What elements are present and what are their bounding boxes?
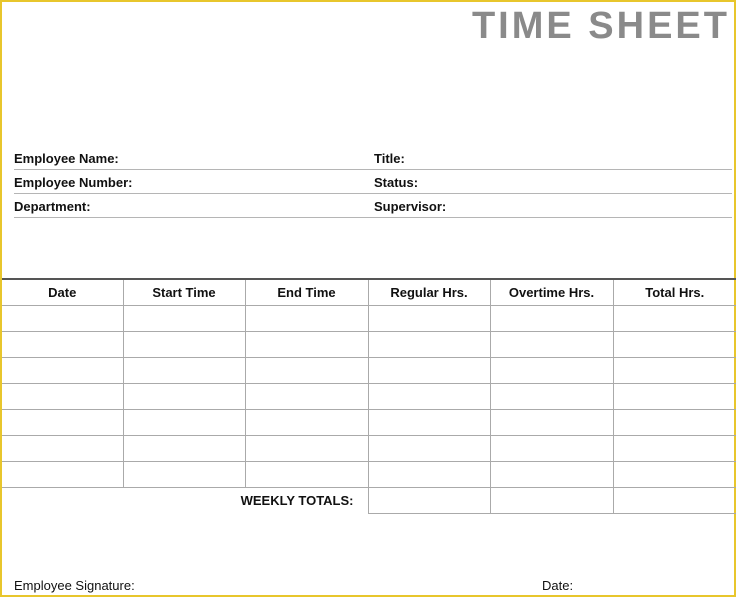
total-hrs-cell[interactable] bbox=[613, 332, 736, 358]
end-time-cell[interactable] bbox=[245, 436, 368, 462]
total-hrs-cell[interactable] bbox=[613, 436, 736, 462]
total-overtime-hrs-cell[interactable] bbox=[490, 488, 613, 514]
header-row bbox=[2, 280, 736, 306]
start-time-cell[interactable] bbox=[123, 462, 245, 488]
start-time-cell[interactable] bbox=[123, 332, 245, 358]
regular-hrs-cell[interactable] bbox=[368, 436, 490, 462]
status-label: Status: bbox=[374, 175, 419, 190]
end-time-cell[interactable] bbox=[245, 410, 368, 436]
overtime-hrs-cell[interactable] bbox=[490, 358, 613, 384]
table-row bbox=[2, 332, 736, 358]
overtime-hrs-cell[interactable] bbox=[490, 462, 613, 488]
end-time-cell[interactable] bbox=[245, 332, 368, 358]
column-header-end-time: End Time bbox=[245, 280, 368, 306]
weekly-totals-row bbox=[2, 488, 736, 514]
table-row bbox=[2, 436, 736, 462]
end-time-cell[interactable] bbox=[245, 306, 368, 332]
table-row bbox=[2, 462, 736, 488]
date-label: Date: bbox=[542, 578, 574, 593]
employee-name-label: Employee Name: bbox=[14, 151, 119, 166]
table-row bbox=[2, 306, 736, 332]
start-time-cell[interactable] bbox=[123, 384, 245, 410]
overtime-hrs-cell[interactable] bbox=[490, 384, 613, 410]
page-title: TIME SHEET bbox=[471, 5, 730, 47]
start-time-cell[interactable] bbox=[123, 436, 245, 462]
timesheet-grid bbox=[2, 278, 736, 514]
date-cell[interactable] bbox=[2, 436, 123, 462]
supervisor-label: Supervisor: bbox=[374, 199, 447, 214]
employee-signature-label: Employee Signature: bbox=[14, 578, 135, 593]
total-hrs-cell[interactable] bbox=[613, 358, 736, 384]
table-row bbox=[2, 410, 736, 436]
date-cell[interactable] bbox=[2, 462, 123, 488]
end-time-cell[interactable] bbox=[245, 462, 368, 488]
column-header-regular-hrs: Regular Hrs. bbox=[368, 280, 490, 306]
overtime-hrs-cell[interactable] bbox=[490, 306, 613, 332]
start-time-cell[interactable] bbox=[123, 410, 245, 436]
start-time-cell[interactable] bbox=[123, 306, 245, 332]
overtime-hrs-cell[interactable] bbox=[490, 332, 613, 358]
weekly-totals-label: WEEKLY TOTALS: bbox=[2, 488, 368, 514]
employee-number-label: Employee Number: bbox=[14, 175, 133, 190]
info-row-2 bbox=[14, 169, 732, 194]
date-cell[interactable] bbox=[2, 358, 123, 384]
regular-hrs-cell[interactable] bbox=[368, 410, 490, 436]
total-regular-hrs-cell[interactable] bbox=[368, 488, 490, 514]
regular-hrs-cell[interactable] bbox=[368, 462, 490, 488]
total-hrs-cell[interactable] bbox=[613, 410, 736, 436]
title-label: Title: bbox=[374, 151, 405, 166]
overtime-hrs-cell[interactable] bbox=[490, 410, 613, 436]
start-time-cell[interactable] bbox=[123, 358, 245, 384]
column-header-start-time: Start Time bbox=[123, 280, 245, 306]
column-header-date: Date bbox=[2, 280, 123, 306]
end-time-cell[interactable] bbox=[245, 384, 368, 410]
timesheet-table bbox=[2, 280, 736, 514]
info-row-3 bbox=[14, 193, 732, 218]
date-cell[interactable] bbox=[2, 332, 123, 358]
date-cell[interactable] bbox=[2, 410, 123, 436]
table-row bbox=[2, 384, 736, 410]
table-row bbox=[2, 358, 736, 384]
date-cell[interactable] bbox=[2, 306, 123, 332]
info-row-1 bbox=[14, 145, 732, 170]
overtime-hrs-cell[interactable] bbox=[490, 436, 613, 462]
total-hrs-cell[interactable] bbox=[613, 462, 736, 488]
department-label: Department: bbox=[14, 199, 91, 214]
total-hrs-cell[interactable] bbox=[613, 384, 736, 410]
regular-hrs-cell[interactable] bbox=[368, 358, 490, 384]
date-cell[interactable] bbox=[2, 384, 123, 410]
total-hrs-cell[interactable] bbox=[613, 488, 736, 514]
regular-hrs-cell[interactable] bbox=[368, 306, 490, 332]
end-time-cell[interactable] bbox=[245, 358, 368, 384]
total-hrs-cell[interactable] bbox=[613, 306, 736, 332]
regular-hrs-cell[interactable] bbox=[368, 384, 490, 410]
column-header-overtime-hrs: Overtime Hrs. bbox=[490, 280, 613, 306]
column-header-total-hrs: Total Hrs. bbox=[613, 280, 736, 306]
regular-hrs-cell[interactable] bbox=[368, 332, 490, 358]
